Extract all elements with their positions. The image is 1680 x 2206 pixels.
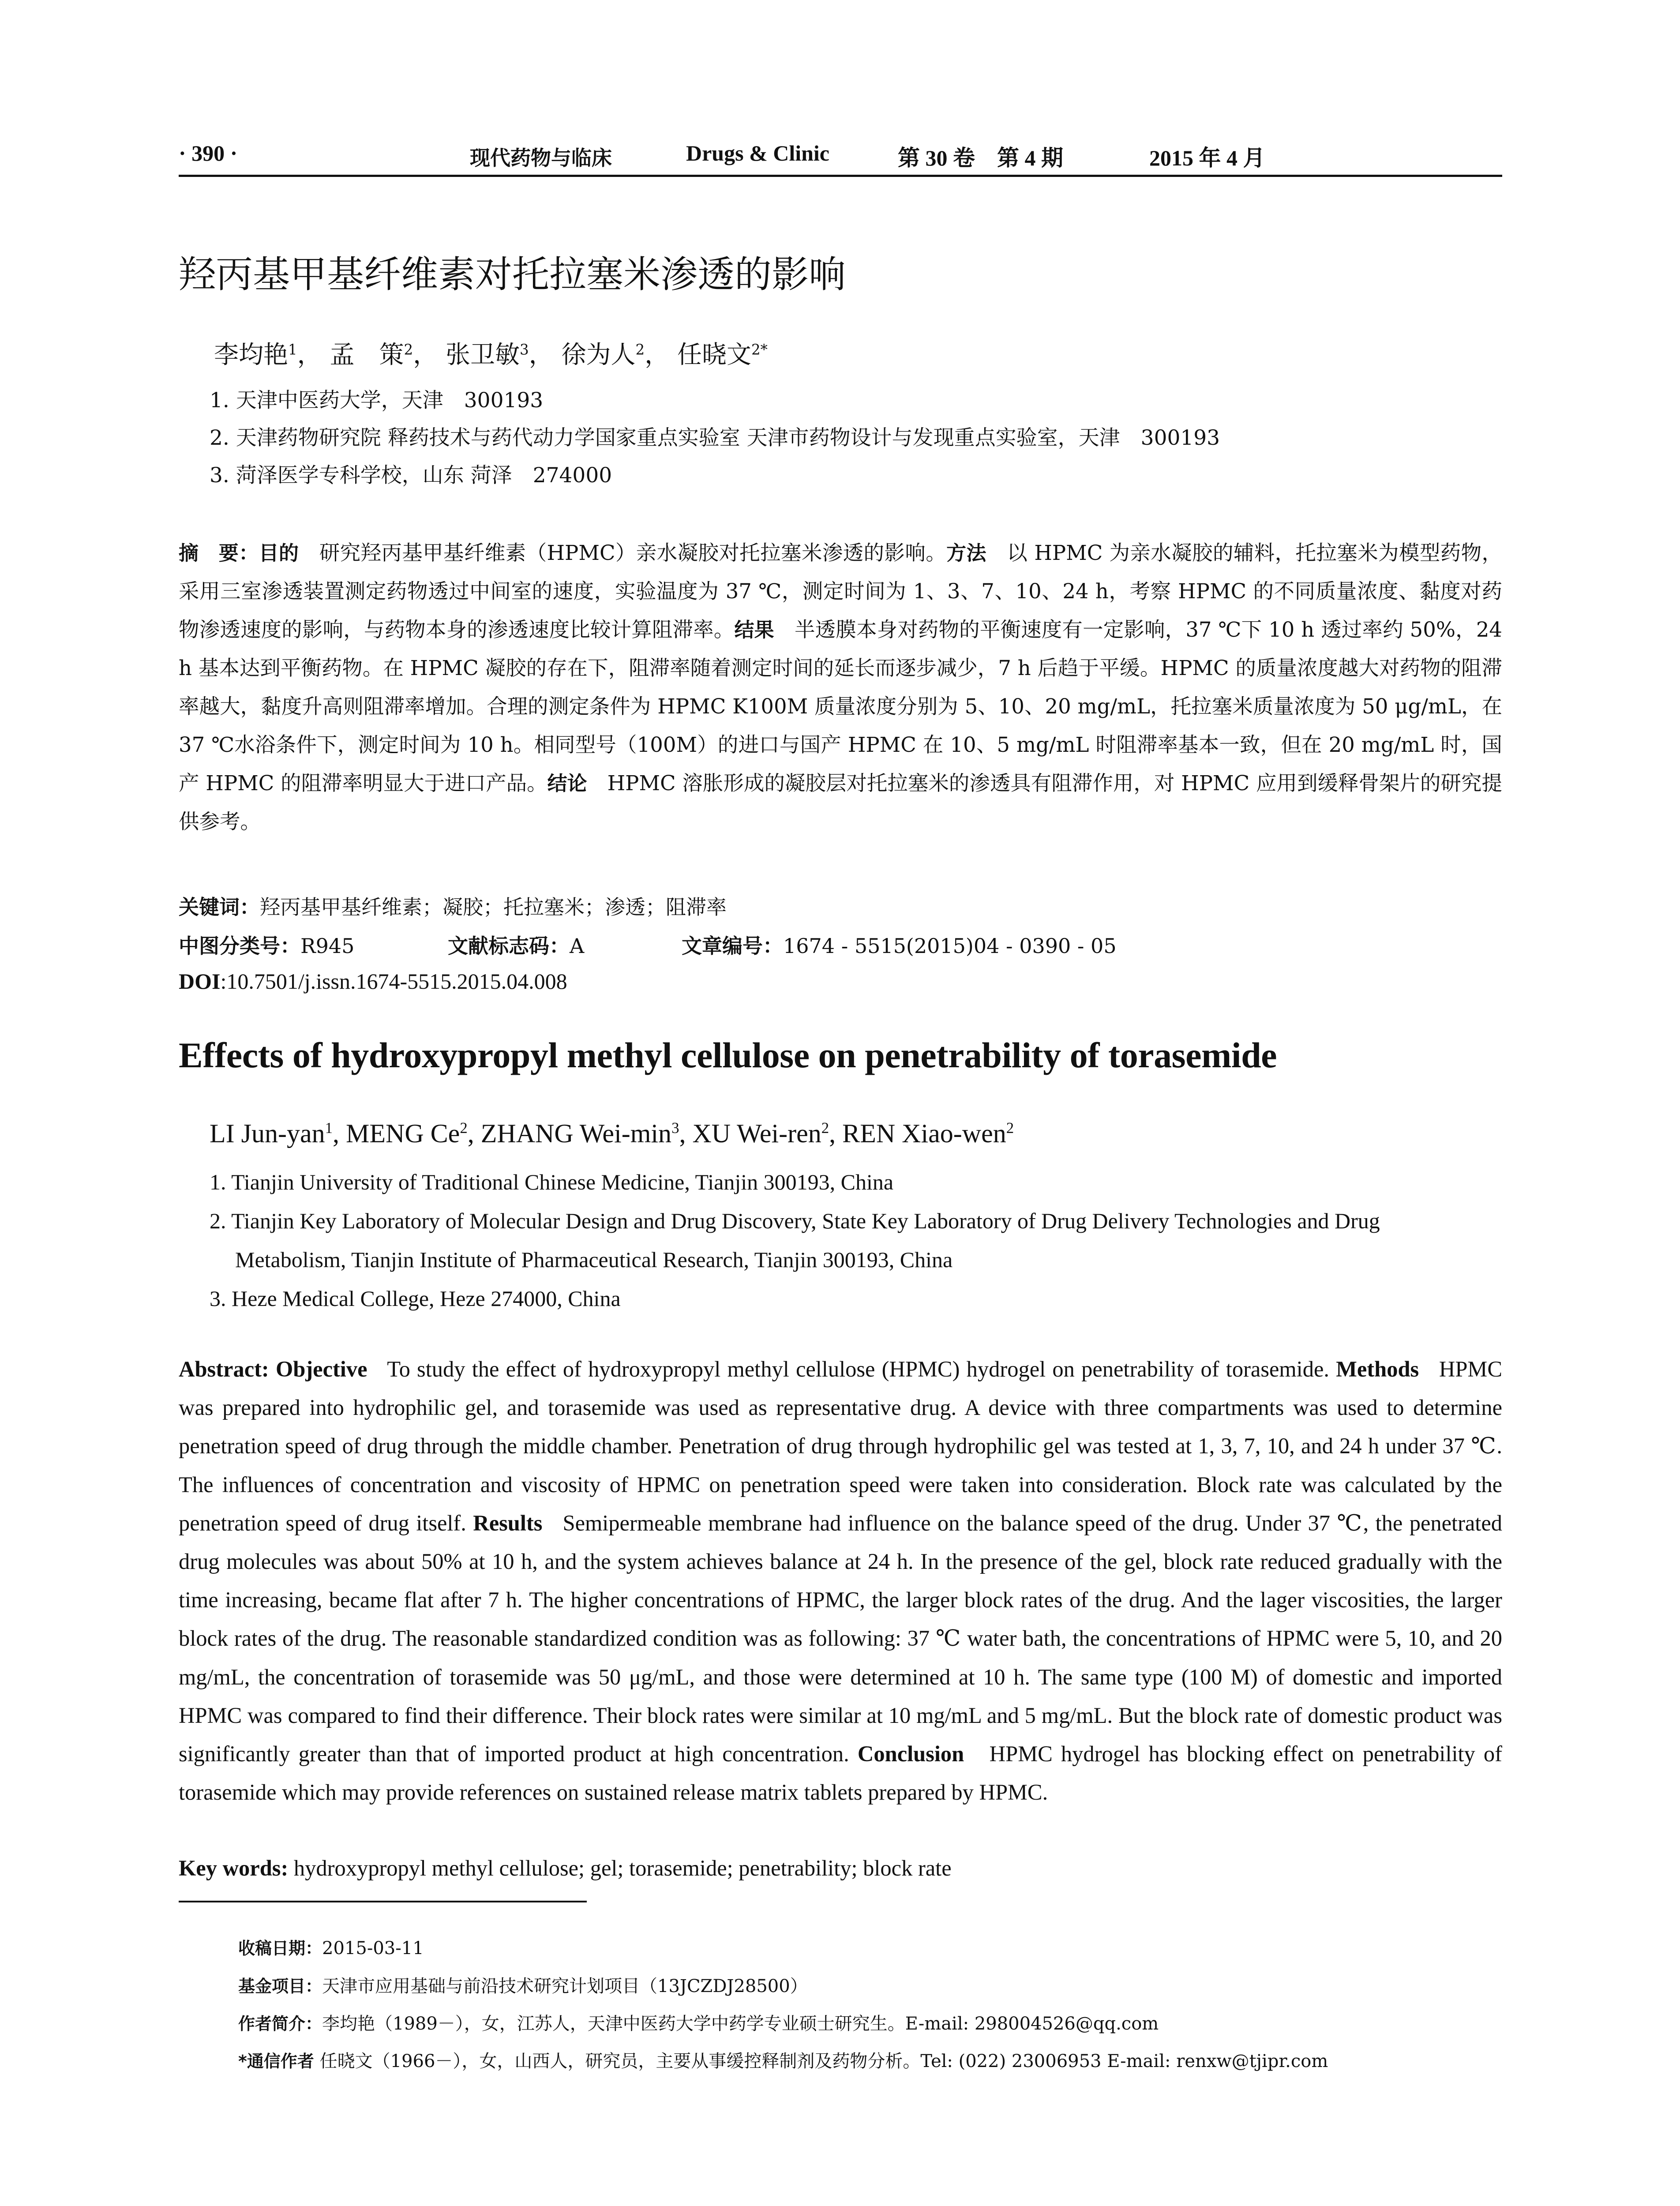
affiliation-cn: 2. 天津药物研究院 释药技术与药代动力学国家重点实验室 天津市药物设计与发现重点实验室，天津 300193 — [210, 426, 1220, 450]
keywords-text: hydroxypropyl methyl cellulose; gel; torasemide; penetrability; block rate — [293, 1856, 952, 1880]
author-name: REN Xiao-wen — [842, 1119, 1006, 1148]
volume-issue: 第 30 卷 第 4 期 — [898, 146, 1063, 170]
abstract-label: 摘 要： — [179, 541, 259, 565]
doi-line — [179, 968, 567, 994]
author-name: 徐为人 — [561, 341, 636, 369]
footnote-text: 李均艳（1989－），女，江苏人，天津中医药大学中药学专业硕士研究生。E-mail: 298004526@qq.com — [322, 2014, 1159, 2034]
objective-label: 目的 — [259, 541, 299, 565]
footnote-label: 作者简介： — [238, 2014, 322, 2033]
title-en: Effects of hydroxypropyl methyl cellulose on penetrability of torasemide — [179, 1035, 1277, 1075]
author-name: 任晓文 — [677, 341, 751, 369]
author-affiliation-mark: 2 — [460, 1119, 468, 1137]
author-affiliation-mark: 1 — [288, 341, 297, 358]
footnote-label: *通信作者 — [238, 2052, 314, 2071]
author-list-en: LI Jun-yan$^1$, MENG Ce$^2$, ZHANG Wei-$\min^3$, XU Wei-ren$^2$, REN Xiao-wen$^2$ — [210, 1119, 1014, 1148]
author-affiliation-mark: 1 — [325, 1119, 333, 1137]
keywords-text: 羟丙基甲基纤维素；凝胶；托拉塞米；渗透；阻滞率 — [260, 895, 727, 919]
author-name: ZHANG Wei-min — [480, 1119, 672, 1148]
affiliation-en: 3. Heze Medical College, Heze 274000, China — [210, 1286, 621, 1311]
results-label: Results — [473, 1510, 543, 1535]
clc-label: 中图分类号： — [179, 934, 300, 958]
results-label: 结果 — [734, 618, 774, 642]
footnote-label: 基金项目： — [238, 1977, 322, 1996]
footnote-corresponding — [238, 2047, 1328, 2072]
author-name: MENG Ce — [346, 1119, 460, 1148]
author-name: 李均艳 — [214, 341, 288, 369]
footnote-rule — [179, 1901, 587, 1902]
methods-text: HPMC was prepared into hydrophilic gel, and torasemide was used as representative drug. A device with three compartments was used to determine penetration speed of drug through the middle chamber. Penetration of drug through hydrophilic gel was tested at 1, 3, 7, 10, and 24 h under 37 ℃. The influences of concentration and viscosity of HPMC on penetration speed were taken into consideration. Block rate was calculated by the penetration speed of drug itself. — [179, 1357, 1503, 1535]
conclusion-text: HPMC 溶胀形成的凝胶层对托拉塞米的渗透具有阻滞作用，对 HPMC 应用到缓释骨架片的研究提供参考。 — [179, 771, 1503, 833]
conclusion-label: Conclusion — [857, 1741, 964, 1767]
doi-link[interactable]: :10.7501/j.issn.1674-5515.2015.04.008 — [220, 969, 567, 994]
methods-label: Methods — [1336, 1357, 1419, 1381]
affiliation-en: Metabolism, Tianjin Institute of Pharmaceutical Research, Tianjin 300193, China — [235, 1247, 953, 1272]
affiliation-cn: 3. 菏泽医学专科学校，山东 菏泽 274000 — [210, 463, 612, 488]
journal-name-en: Drugs & Clinic — [686, 141, 829, 165]
results-text: Semipermeable membrane had influence on the balance speed of the drug. Under 37 ℃, the penetrated drug molecules was about 50% at 10 h, and the system achieves balance at 24 h. In the presence of the gel, block rate reduced gradually with the time increasing, became flat after 7 h. The higher concentrations of HPMC, the larger block rates of the drug. And the lager viscosities, the larger block rates of the drug. The reasonable standardized condition was as following: 37 ℃ water bath, the concentrations of HPMC were 5, 10, and 20 mg/mL, the concentration of torasemide was 50 μg/mL, and those were determined at 10 h. The same type (100 M) of domestic and imported HPMC was compared to find their difference. Their block rates were similar at 10 mg/mL and 5 mg/mL. But the block rate of domestic product was significantly greater than that of imported product at high concentration. — [179, 1510, 1502, 1767]
doi-label: DOI — [179, 969, 221, 994]
doc-code: A — [570, 934, 585, 958]
abstract-cn — [179, 534, 1502, 841]
title-cn: 羟丙基甲基纤维素对托拉塞米渗透的影响 — [179, 253, 846, 296]
footnote-text: 任晓文（1966－），女，山西人，研究员，主要从事缓控释制剂及药物分析。Tel: (022) 23006953 E-mail: renxw@tjipr.com — [319, 2051, 1328, 2071]
footnote-text: 2015-03-11 — [322, 1938, 424, 1958]
conclusion-text: HPMC hydrogel has blocking effect on penetrability of torasemide which may provide references on sustained release matrix tablets prepared by HPMC. — [179, 1741, 1503, 1805]
results-text: 半透膜本身对药物的平衡速度有一定影响，37 ℃下 10 h 透过率约 50%，24 h 基本达到平衡药物。在 HPMC 凝胶的存在下，阻滞率随着测定时间的延长而逐步减少，7 h 后趋于平缓。HPMC 的质量浓度越大对药物的阻滞率越大，黏度升高则阻滞率增加。合理的测定条件为 HPMC K100M 质量浓度分别为 5、10、20 mg/mL，托拉塞米质量浓度为 50 μg/mL，在 37 ℃水浴条件下，测定时间为 10 h。相同型号（100M）的进口与国产 HPMC 在 10、5 mg/mL 时阻滞率基本一致，但在 20 mg/mL 时，国产 HPMC 的阻滞率明显大于进口产品。 — [179, 618, 1502, 795]
author-affiliation-mark: 2* — [751, 341, 768, 358]
keywords-label: 关键词： — [179, 895, 260, 919]
article-number: 1674 - 5515(2015)04 - 0390 - 05 — [783, 934, 1117, 958]
footnote-received — [238, 1935, 424, 1959]
author-name: 张卫敏 — [445, 341, 520, 369]
author-name: 孟 策 — [330, 341, 404, 369]
footnote-label: 收稿日期： — [238, 1939, 322, 1958]
objective-text: To study the effect of hydroxypropyl methyl cellulose (HPMC) hydrogel on penetrability of torasemide. — [387, 1357, 1329, 1381]
author-affiliation-mark: 2 — [404, 341, 413, 358]
methods-text: 以 HPMC 为亲水凝胶的辅料，托拉塞米为模型药物，采用三室渗透装置测定药物透过中间室的速度，实验温度为 37 ℃，测定时间为 1、3、7、10、24 h，考察 HPMC 的不同质量浓度、黏度对药物渗透速度的影响，与药物本身的渗透速度比较计算阻滞率。 — [179, 541, 1502, 642]
doc-code-label: 文献标志码： — [448, 934, 570, 958]
footnote-fund — [238, 1972, 808, 1997]
keywords-en — [179, 1855, 952, 1881]
footnote-text: 天津市应用基础与前沿技术研究计划项目（13JCZDJ28500） — [322, 1976, 808, 1996]
footnote-author-bio — [238, 2010, 1159, 2035]
affiliation-en: 1. Tianjin University of Traditional Chinese Medicine, Tianjin 300193, China — [210, 1170, 894, 1194]
keywords-cn — [179, 891, 727, 920]
author-name: LI Jun-yan — [210, 1119, 325, 1148]
author-affiliation-mark: 2 — [635, 341, 645, 358]
objective-label: Objective — [275, 1357, 368, 1381]
author-affiliation-mark: 2 — [821, 1119, 829, 1137]
article-number-label: 文章编号： — [682, 934, 783, 958]
classification-line — [179, 930, 1117, 959]
methods-label: 方法 — [946, 541, 986, 565]
author-list-cn: 李均艳$^1$， 孟 策$^2$， 张卫敏$^3$， 徐为人$^2$， 任晓文$^{2*}$ — [214, 341, 768, 369]
author-affiliation-mark: 3 — [519, 341, 529, 358]
keywords-label: Key words: — [179, 1856, 289, 1880]
affiliation-en: 2. Tianjin Key Laboratory of Molecular Design and Drug Discovery, State Key Laboratory of Drug Delivery Technologies and Drug — [210, 1208, 1380, 1233]
clc-code: R945 — [300, 934, 355, 958]
issue-date: 2015 年 4 月 — [1149, 146, 1265, 170]
conclusion-label: 结论 — [547, 772, 587, 795]
objective-text: 研究羟丙基甲基纤维素（HPMC）亲水凝胶对托拉塞米渗透的影响。 — [319, 541, 947, 565]
author-affiliation-mark: 2 — [1006, 1119, 1014, 1137]
author-affiliation-mark: 3 — [671, 1119, 679, 1137]
abstract-label: Abstract: — [179, 1357, 269, 1381]
header-rule — [179, 175, 1502, 177]
affiliation-cn: 1. 天津中医药大学，天津 300193 — [210, 388, 544, 413]
page-number: · 390 · — [179, 141, 238, 165]
running-header — [179, 140, 1502, 180]
journal-name-cn: 现代药物与临床 — [470, 146, 612, 170]
abstract-en — [179, 1350, 1502, 1812]
author-name: XU Wei-ren — [692, 1119, 821, 1148]
